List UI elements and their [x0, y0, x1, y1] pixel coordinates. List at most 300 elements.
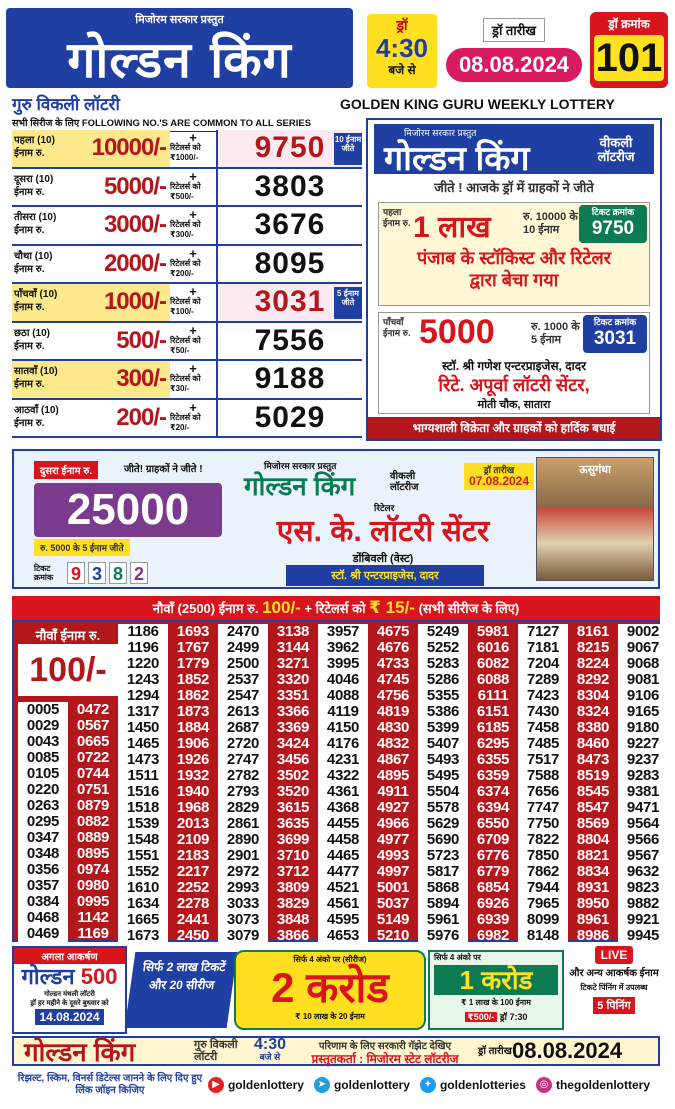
second-date: 07.08.2024 [468, 474, 530, 488]
prize-amount: 200/- [116, 403, 166, 431]
winners-weekly: वीकली लॉटरीज [597, 135, 635, 164]
ninth-bar-amount: 100/- [262, 598, 301, 617]
ticket-number: 0085 [26, 749, 60, 766]
ticket-number: 6394 [476, 799, 510, 816]
ticket-number: 1516 [126, 783, 160, 800]
ticket-number: 5981 [476, 623, 510, 640]
prize-number: 9188 [216, 361, 362, 398]
ticket-number: 4977 [376, 831, 410, 848]
ticket-number: 2613 [226, 703, 260, 720]
ticket-number: 5399 [426, 719, 460, 736]
ticket-number: 0295 [26, 813, 60, 830]
second-brand: गोल्डन किंग [244, 471, 356, 501]
ticket-number: 4322 [326, 767, 360, 784]
social-link[interactable] [314, 1077, 410, 1093]
ticket-number: 9227 [626, 735, 660, 752]
ticket-number: 3712 [276, 863, 310, 880]
ticket-number: 0263 [26, 797, 60, 814]
ad-series: सिर्फ 2 लाख टिकटें और 20 सीरीज [125, 952, 238, 1028]
prize-amount: 10000/- [70, 130, 170, 167]
ticket-number: 0472 [76, 701, 110, 718]
second-agent: स्टॉ. श्री एन्टरप्राइजेस, दादर [286, 565, 484, 586]
footer-title: गोल्डन किंग [24, 1037, 136, 1067]
prize-row [12, 246, 362, 285]
ninth-amount: 100/- [18, 644, 118, 696]
ticket-number: 5578 [426, 799, 460, 816]
second-prize-jeete: जीते! ग्राहकों ने जीते ! [124, 464, 203, 475]
ticket-number: 2993 [226, 879, 260, 896]
ticket-number: 5286 [426, 671, 460, 688]
prize-number: 8095 [216, 246, 362, 283]
ticket-number: 9068 [626, 655, 660, 672]
twitter-icon: ✦ [420, 1077, 436, 1093]
ticket-number: 6359 [476, 767, 510, 784]
ticket-number: 0384 [26, 893, 60, 910]
ticket-number: 3144 [276, 639, 310, 656]
ad-2-crore [234, 950, 426, 1030]
ticket-number: 1220 [126, 655, 160, 672]
ticket-number: 0744 [76, 765, 110, 782]
ad1-title [14, 964, 125, 990]
prize-label: पाँचवाँ (10) ईनाम रु. [12, 284, 70, 321]
ticket-number: 5001 [376, 879, 410, 896]
ticket-number: 8148 [526, 927, 560, 944]
ticket-number: 3456 [276, 751, 310, 768]
ticket-number: 9567 [626, 847, 660, 864]
ticket-number: 5386 [426, 703, 460, 720]
ticket-digit: 8 [109, 562, 127, 584]
ticket-number: 0357 [26, 877, 60, 894]
social-handle: goldenlotteries [439, 1078, 526, 1092]
second-prize-amount: 25000 [34, 483, 222, 537]
ticket-number: 7127 [526, 623, 560, 640]
ticket-number: 0895 [76, 845, 110, 862]
winner-card-first [378, 202, 650, 306]
ticket-number: 4993 [376, 847, 410, 864]
second-date-box [464, 463, 534, 490]
ticket-number: 5249 [426, 623, 460, 640]
ticket-number: 3866 [276, 927, 310, 944]
ticket-number: 2217 [176, 863, 210, 880]
number-column [268, 624, 318, 944]
number-column [468, 624, 518, 944]
ticket-number: 1873 [176, 703, 210, 720]
ticket-number: 3320 [276, 671, 310, 688]
ticket-number: 8099 [526, 911, 560, 928]
plus-icon: + [189, 322, 197, 338]
ticket-number: 7423 [526, 687, 560, 704]
ticket-number: 7485 [526, 735, 560, 752]
ticket-number: 8224 [576, 655, 610, 672]
draw-date-box [446, 14, 582, 88]
ticket-number: 1940 [176, 783, 210, 800]
ticket-number: 5495 [426, 767, 460, 784]
guru-title: गुरु विकली लॉटरी [12, 95, 120, 114]
shop-photo-sign: ऊसुगंधा [579, 464, 611, 476]
ticket-number: 6016 [476, 639, 510, 656]
ticket-number: 1852 [176, 671, 210, 688]
draw-number-box [590, 12, 668, 88]
prize-row [12, 361, 362, 400]
ninth-bar-a: नौवाँ (2500) ईनाम रु. [152, 601, 259, 616]
card2-amount: 5000 [419, 313, 495, 351]
ticket-number: 9283 [626, 767, 660, 784]
ads-row [12, 946, 660, 1034]
card2-location: मोती चौक, सातारा [477, 399, 551, 411]
prize-retailer-text: रिटेलर्स को ₹100/- [170, 297, 201, 316]
ticket-number: 0995 [76, 893, 110, 910]
ad4-sub: सिर्फ 4 अंको पर [434, 953, 481, 962]
ninth-prize-numbers [12, 620, 660, 942]
prize-retailer-text: रिटेलर्स को ₹1000/- [170, 143, 201, 162]
ad4-time: ड्रॉ 7:30 [499, 1012, 528, 1022]
ticket-number: 6151 [476, 703, 510, 720]
ninth-bar-retailer: ₹ 15/- [369, 598, 415, 617]
ticket-number: 4561 [326, 895, 360, 912]
winners-box [366, 118, 662, 441]
prize-row [12, 130, 362, 169]
ticket-number: 9945 [626, 927, 660, 944]
english-title: GOLDEN KING GURU WEEKLY LOTTERY [340, 96, 615, 112]
ticket-number: 8961 [576, 911, 610, 928]
footer-time: 4:30 [253, 1036, 287, 1053]
ticket-number: 5407 [426, 735, 460, 752]
prize-label: छठा (10) ईनाम रु. [14, 327, 50, 352]
prize-row [12, 169, 362, 208]
prize-table [12, 130, 362, 438]
youtube-icon: ▶ [208, 1077, 224, 1093]
number-column [418, 624, 468, 944]
ticket-number: 3995 [326, 655, 360, 672]
footer-presenter-b: प्रस्तुतकर्ता : मिजोरम स्टेट लॉटरीज [311, 1052, 459, 1066]
ticket-number: 0348 [26, 845, 60, 862]
ticket-number: 0005 [26, 701, 60, 718]
ticket-number: 9823 [626, 879, 660, 896]
ticket-number: 6185 [476, 719, 510, 736]
ad4-big: 1 करोड [434, 965, 558, 995]
prize-amount: 500/- [116, 326, 166, 354]
second-ticket-label: टिकट क्रमांक [34, 564, 54, 582]
social-handle: thegoldenlottery [555, 1078, 650, 1092]
footer-date-label: ड्रॉ तारीख [478, 1045, 512, 1057]
second-retailer-label: रिटेलर [374, 503, 395, 513]
ticket-number: 0751 [76, 781, 110, 798]
ticket-number: 1926 [176, 751, 210, 768]
ticket-number: 5210 [376, 927, 410, 944]
ticket-number: 4088 [326, 687, 360, 704]
ad-live [568, 946, 660, 1034]
number-column [368, 624, 418, 944]
ticket-number: 1862 [176, 687, 210, 704]
ticket-number: 6082 [476, 655, 510, 672]
ticket-number: 6111 [477, 687, 509, 704]
ad1-head: अगला आकर्षण [14, 948, 125, 964]
prize-number: 9750 [216, 130, 362, 167]
prize-retailer-text: रिटेलर्स को ₹30/- [170, 374, 201, 393]
ticket-number: 3366 [276, 703, 310, 720]
ticket-number: 2109 [176, 831, 210, 848]
prize-retailer-text: रिटेलर्स को ₹500/- [170, 181, 201, 201]
prize-retailer [170, 361, 216, 398]
prize-retailer [170, 207, 216, 244]
social-link[interactable] [208, 1077, 304, 1093]
prize-amount: 3000/- [103, 211, 166, 239]
prize-label: सातवाँ (10) ईनाम रु. [12, 361, 70, 398]
prize-badge: 5 ईनाम जीते [334, 287, 362, 319]
ad1-title-b: 500 [80, 964, 118, 989]
ticket-number: 2829 [226, 799, 260, 816]
ticket-number: 4756 [376, 687, 410, 704]
ticket-number: 5961 [426, 911, 460, 928]
ticket-number: 7588 [526, 767, 560, 784]
ticket-number: 6550 [476, 815, 510, 832]
social-link[interactable] [536, 1077, 650, 1093]
ticket-number: 3615 [276, 799, 310, 816]
ticket-number: 9106 [626, 687, 660, 704]
ticket-number: 7822 [526, 831, 560, 848]
number-column [618, 624, 668, 944]
ticket-number: 1634 [126, 895, 160, 912]
ticket-number: 9632 [626, 863, 660, 880]
ticket-number: 7289 [526, 671, 560, 688]
prize-number: 3676 [216, 207, 362, 244]
instagram-icon: ◎ [536, 1077, 552, 1093]
ticket-number: 0882 [76, 813, 110, 830]
ticket-number: 2499 [226, 639, 260, 656]
ticket-number: 1169 [77, 925, 109, 942]
plus-icon: + [189, 399, 197, 415]
ticket-number: 3699 [276, 831, 310, 848]
ticket-number: 2278 [176, 895, 210, 912]
ticket-number: 2687 [226, 719, 260, 736]
social-link[interactable] [420, 1077, 526, 1093]
ticket-number: 3635 [276, 815, 310, 832]
ticket-number: 8380 [576, 719, 610, 736]
second-date-label: ड्रॉ तारीख [483, 465, 515, 475]
ticket-number: 3424 [276, 735, 310, 752]
ticket-number: 2252 [176, 879, 210, 896]
card1-ticket-number: 9750 [591, 218, 635, 239]
social-row [12, 1070, 660, 1100]
ad5-note: टिकटे पिंनिंग में उपलब्ध [580, 983, 648, 992]
ticket-number: 1317 [126, 703, 160, 720]
ninth-bar-c: (सभी सीरीज के लिए) [418, 601, 520, 616]
ticket-number: 4477 [326, 863, 360, 880]
ticket-number: 9566 [626, 831, 660, 848]
ticket-number: 7862 [526, 863, 560, 880]
ticket-number: 9081 [626, 671, 660, 688]
draw-number-label: ड्रॉ क्रमांक [608, 17, 650, 31]
ticket-number: 1186 [127, 623, 159, 640]
ticket-number: 0029 [26, 717, 60, 734]
ticket-number: 5817 [426, 863, 460, 880]
card1-mid: रु. 10000 के 10 ईनाम [523, 211, 578, 236]
ticket-number: 8519 [576, 767, 610, 784]
ticket-number: 4819 [376, 703, 410, 720]
card2-retailer: रिटे. अपूर्वा लॉटरी सेंटर, [438, 375, 590, 395]
second-shop: एस. के. लॉटरी सेंटर [276, 515, 490, 548]
ad1-date-row [14, 1010, 125, 1024]
ticket-number: 4830 [376, 719, 410, 736]
ad3-foot: ₹ 10 लाख के 20 ईनाम [295, 1012, 365, 1021]
card1-message: पंजाब के स्टॉकिस्ट और रिटेलर द्वारा बेचा गया [416, 248, 612, 290]
ad1-sub: गोल्डन मंथली लॉटरी [44, 991, 95, 998]
prize-number: 7556 [216, 323, 362, 360]
ticket-number: 8473 [576, 751, 610, 768]
ticket-number: 6088 [476, 671, 510, 688]
ticket-number: 3520 [276, 783, 310, 800]
prize-retailer-text: रिटेलर्स को ₹20/- [170, 412, 201, 432]
join-text: रिझल्ट, स्किम, विनर्स डिटेल्स जानने के लिए दिए हुए लिंक जॉइन किजिए [17, 1073, 203, 1096]
number-column [218, 624, 268, 944]
ticket-number: 3369 [276, 719, 310, 736]
ticket-number: 4911 [377, 783, 409, 800]
ticket-number: 4927 [376, 799, 410, 816]
draw-time: 4:30 [375, 33, 429, 63]
footer-time-box [248, 1038, 292, 1064]
footer-bar [12, 1036, 660, 1066]
live-badge[interactable]: LIVE [595, 946, 634, 964]
ticket-number: 9921 [626, 911, 660, 928]
ticket-number: 1450 [126, 719, 160, 736]
second-prize-ticket [34, 562, 222, 584]
prize-row [12, 207, 362, 246]
ticket-number: 9381 [626, 783, 660, 800]
ticket-number: 4966 [376, 815, 410, 832]
ticket-number: 7850 [526, 847, 560, 864]
ticket-number: 1511 [127, 767, 159, 784]
ticket-number: 1548 [126, 831, 160, 848]
ticket-number: 0567 [76, 717, 110, 734]
ticket-number: 5690 [426, 831, 460, 848]
ticket-number: 2861 [226, 815, 260, 832]
winners-footer: भाग्यशाली विक्रेता और ग्राहकों को हार्दिक बधाई [368, 417, 660, 439]
plus-icon: + [189, 361, 197, 376]
ticket-number: 3848 [276, 911, 310, 928]
ticket-number: 2470 [226, 623, 260, 640]
card1-amount: 1 लाख [413, 211, 491, 244]
ticket-number: 5355 [426, 687, 460, 704]
ticket-number: 5149 [376, 911, 410, 928]
prize-retailer-text: रिटेलर्स को ₹50/- [170, 335, 201, 355]
prize-label: आठवाँ (10) ईनाम रु. [14, 404, 59, 429]
card2-ticket-number: 3031 [593, 328, 637, 349]
ticket-number: 5252 [426, 639, 460, 656]
footer-time-sub: बजे से [259, 1052, 281, 1062]
ticket-number: 1465 [126, 735, 160, 752]
ticket-number: 4455 [326, 815, 360, 832]
ad1-title-a: गोल्डन [21, 964, 75, 989]
card2-label: पाँचवाँ ईनाम रु. [383, 317, 411, 338]
second-prize-left [34, 461, 222, 584]
ticket-number: 8545 [576, 783, 610, 800]
ticket-number: 4733 [376, 655, 410, 672]
ticket-number: 0220 [26, 781, 60, 798]
ad3-sub: सिर्फ 4 अंको पर (सीरीज) [293, 955, 367, 964]
ticket-number: 8931 [576, 879, 610, 896]
ticket-number: 1294 [126, 687, 160, 704]
winners-tagline: जीते ! आजके ड्रॉ में ग्राहकों ने जीते [434, 180, 594, 195]
ticket-number: 7747 [526, 799, 560, 816]
winner-card-fifth [378, 312, 650, 414]
card1-label: पहला ईनाम रु. [383, 207, 411, 228]
ticket-number: 3079 [226, 927, 260, 944]
prize-number: 5029 [216, 400, 362, 437]
ticket-number: 2747 [226, 751, 260, 768]
ticket-number: 1142 [77, 909, 109, 926]
ticket-number: 1968 [176, 799, 210, 816]
ticket-number: 5976 [426, 927, 460, 944]
prize-label: तीसरा (10) ईनाम रु. [14, 212, 57, 236]
prize-label: पहला (10) ईनाम रु. [12, 130, 70, 167]
ticket-number: 4997 [376, 863, 410, 880]
common-note: सभी सिरीज के लिए FOLLOWING NO.'S ARE COMMON TO ALL SERIES [12, 116, 357, 132]
ticket-number: 2450 [176, 927, 210, 944]
ticket-number: 1552 [126, 863, 160, 880]
ticket-number: 2901 [226, 847, 260, 864]
prize-retailer [170, 400, 216, 437]
ticket-number: 2547 [226, 687, 260, 704]
ticket-number: 5629 [426, 815, 460, 832]
draw-date: 08.08.2024 [446, 48, 582, 82]
ticket-number: 8986 [576, 927, 610, 944]
ticket-number: 4368 [326, 799, 360, 816]
ad4-price-row [430, 1010, 562, 1023]
number-column [568, 624, 618, 944]
ticket-number: 0665 [76, 733, 110, 750]
prize-amount: 1000/- [70, 284, 170, 321]
ticket-number: 6295 [476, 735, 510, 752]
ticket-number: 8161 [576, 623, 610, 640]
ticket-number: 1539 [126, 815, 160, 832]
ticket-number: 6355 [476, 751, 510, 768]
ticket-number: 8821 [576, 847, 610, 864]
ticket-number: 8834 [576, 863, 610, 880]
draw-time-label: ड्रॉ [396, 17, 408, 33]
ticket-number: 7204 [526, 655, 560, 672]
card2-stockist: स्टॉ. श्री गणेश एन्टरप्राइजेस, दादर [442, 359, 586, 373]
ticket-number: 3271 [276, 655, 310, 672]
ticket-number: 4595 [326, 911, 360, 928]
ticket-number: 2890 [226, 831, 260, 848]
ticket-number: 2013 [176, 815, 210, 832]
ticket-number: 9067 [626, 639, 660, 656]
plus-icon: + [189, 168, 197, 184]
ticket-number: 0347 [26, 829, 60, 846]
ticket-number: 1767 [176, 639, 210, 656]
ticket-number: 9564 [626, 815, 660, 832]
draw-time-box [367, 14, 437, 88]
footer-presenter-a: परिणाम के लिए सरकारी गॅझेट देखिए [318, 1041, 452, 1052]
ticket-number: 0879 [76, 797, 110, 814]
ticket-number: 5868 [426, 879, 460, 896]
ticket-number: 6779 [476, 863, 510, 880]
ninth-prize-bar [12, 596, 660, 620]
ninth-label: नौवाँ ईनाम रु. [35, 628, 101, 643]
plus-icon: + [189, 245, 197, 261]
ticket-number: 4150 [326, 719, 360, 736]
prize-number: 3803 [216, 169, 362, 206]
ticket-number: 1551 [126, 847, 160, 864]
ticket-number: 4458 [326, 831, 360, 848]
footer-date: 08.08.2024 [512, 1038, 623, 1063]
ticket-number: 6926 [476, 895, 510, 912]
prize-number: 3031 [216, 284, 362, 321]
ad5-other: और अन्य आकर्षक ईनाम [569, 968, 659, 979]
ticket-number: 3710 [276, 847, 310, 864]
ad3-big: 2 करोड [271, 964, 389, 1011]
ticket-number: 5894 [426, 895, 460, 912]
